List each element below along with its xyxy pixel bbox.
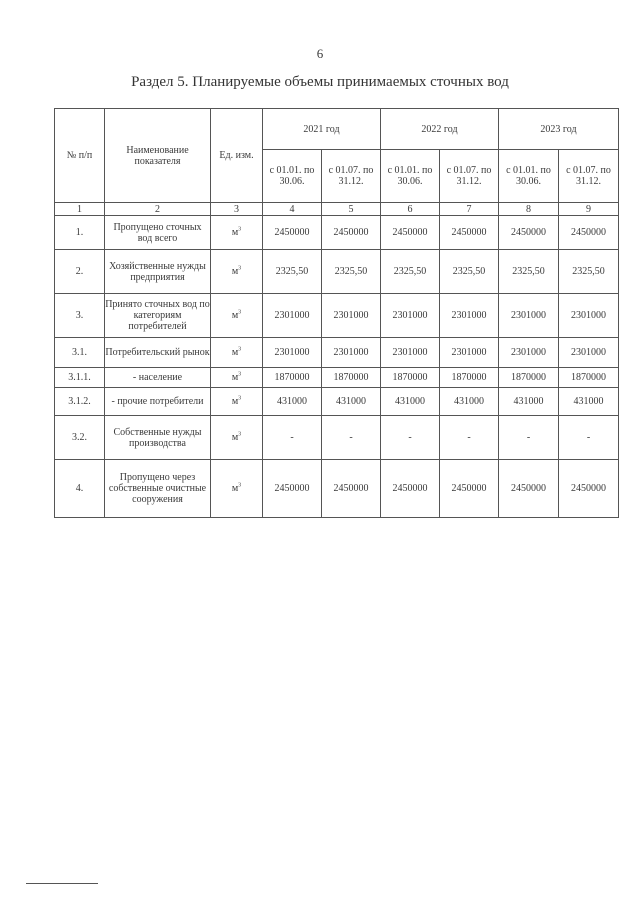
indicator-name: Принято сточных вод по категориям потребителей <box>105 294 211 338</box>
value-cell: 2450000 <box>559 216 619 250</box>
header-period-second-half: с 01.07. по 31.12. <box>559 150 619 203</box>
value-cell: 2301000 <box>499 294 559 338</box>
value-cell: 2301000 <box>263 294 322 338</box>
table-row <box>55 388 619 416</box>
row-number: 3.1. <box>55 338 105 368</box>
table-row <box>55 294 619 338</box>
value-cell: 1870000 <box>263 368 322 388</box>
value-cell: 2450000 <box>263 460 322 518</box>
indicator-name: - прочие потребители <box>105 388 211 416</box>
header-year-2022: 2022 год <box>381 109 499 150</box>
unit-label: м <box>231 227 239 238</box>
value-cell: - <box>263 416 322 460</box>
value-cell: - <box>559 416 619 460</box>
value-cell: 2301000 <box>559 338 619 368</box>
value-cell: 2325,50 <box>263 250 322 294</box>
value-cell: 2301000 <box>381 338 440 368</box>
header-number: № п/п <box>55 109 105 203</box>
value-cell: 1870000 <box>440 368 499 388</box>
header-period-first-half: с 01.01. по 30.06. <box>499 150 559 203</box>
value-cell: 2301000 <box>559 294 619 338</box>
header-period-first-half: с 01.01. по 30.06. <box>263 150 322 203</box>
indicator-name: Потребительский рынок <box>105 338 211 368</box>
page-number: 6 <box>316 46 324 61</box>
header-period-second-half: с 01.07. по 31.12. <box>440 150 499 203</box>
value-cell: 1870000 <box>559 368 619 388</box>
value-cell: 2301000 <box>499 338 559 368</box>
value-cell: 2325,50 <box>499 250 559 294</box>
value-cell: 2450000 <box>381 460 440 518</box>
column-number: 4 <box>263 203 322 216</box>
row-number: 2. <box>55 250 105 294</box>
header-year-2023: 2023 год <box>499 109 619 150</box>
table-row <box>55 338 619 368</box>
column-number: 8 <box>499 203 559 216</box>
unit-cell <box>211 460 263 518</box>
table-row <box>55 216 619 250</box>
value-cell: 2450000 <box>559 460 619 518</box>
column-number: 7 <box>440 203 499 216</box>
header-year-2021: 2021 год <box>263 109 381 150</box>
value-cell: 1870000 <box>499 368 559 388</box>
unit-exponent: 3 <box>238 265 242 272</box>
row-number: 1. <box>55 216 105 250</box>
value-cell: 2301000 <box>381 294 440 338</box>
value-cell: 2450000 <box>440 216 499 250</box>
value-cell: 2450000 <box>263 216 322 250</box>
column-number: 5 <box>322 203 381 216</box>
unit-label: м <box>231 347 239 358</box>
column-number: 2 <box>105 203 211 216</box>
footnote-separator <box>26 883 98 884</box>
table-row <box>55 368 619 388</box>
value-cell: 1870000 <box>322 368 381 388</box>
value-cell: 2325,50 <box>381 250 440 294</box>
unit-exponent: 3 <box>238 309 242 316</box>
indicator-name: Хозяйственные нужды предприятия <box>105 250 211 294</box>
unit-exponent: 3 <box>238 431 242 438</box>
unit-cell <box>211 250 263 294</box>
row-number: 3.2. <box>55 416 105 460</box>
value-cell: - <box>381 416 440 460</box>
value-cell: 2301000 <box>440 294 499 338</box>
value-cell: 2301000 <box>322 294 381 338</box>
unit-cell <box>211 368 263 388</box>
value-cell: 2325,50 <box>440 250 499 294</box>
table-row <box>55 460 619 518</box>
value-cell: - <box>440 416 499 460</box>
indicator-name: Пропущено сточных вод всего <box>105 216 211 250</box>
value-cell: 2301000 <box>263 338 322 368</box>
unit-label: м <box>231 432 239 443</box>
indicator-name: Пропущено через собственные очистные сооружения <box>105 460 211 518</box>
unit-cell <box>211 388 263 416</box>
unit-exponent: 3 <box>238 346 242 353</box>
unit-cell <box>211 216 263 250</box>
header-unit: Ед. изм. <box>211 109 263 203</box>
indicator-name: Собственные нужды производства <box>105 416 211 460</box>
section-title: Раздел 5. Планируемые объемы принимаемых сточных вод <box>131 74 509 90</box>
value-cell: - <box>322 416 381 460</box>
column-number-row <box>55 203 619 216</box>
value-cell: 431000 <box>440 388 499 416</box>
wastewater-volume-table <box>54 108 619 518</box>
value-cell: 2301000 <box>322 338 381 368</box>
row-number: 3.1.1. <box>55 368 105 388</box>
value-cell: 2450000 <box>440 460 499 518</box>
header-period-second-half: с 01.07. по 31.12. <box>322 150 381 203</box>
value-cell: 2450000 <box>322 216 381 250</box>
value-cell: 431000 <box>263 388 322 416</box>
value-cell: 2325,50 <box>559 250 619 294</box>
table-row <box>55 250 619 294</box>
row-number: 4. <box>55 460 105 518</box>
unit-label: м <box>231 266 239 277</box>
value-cell: 2450000 <box>322 460 381 518</box>
value-cell: 431000 <box>381 388 440 416</box>
unit-cell <box>211 294 263 338</box>
value-cell: 2450000 <box>381 216 440 250</box>
unit-cell <box>211 338 263 368</box>
unit-label: м <box>231 310 239 321</box>
value-cell: 431000 <box>499 388 559 416</box>
row-number: 3. <box>55 294 105 338</box>
value-cell: 2450000 <box>499 460 559 518</box>
header-period-first-half: с 01.01. по 30.06. <box>381 150 440 203</box>
header-indicator-name: Наименование показателя <box>105 109 211 203</box>
unit-label: м <box>231 483 239 494</box>
table-row <box>55 416 619 460</box>
indicator-name: - население <box>105 368 211 388</box>
unit-exponent: 3 <box>238 226 242 233</box>
row-number: 3.1.2. <box>55 388 105 416</box>
column-number: 1 <box>55 203 105 216</box>
value-cell: 2450000 <box>499 216 559 250</box>
value-cell: 431000 <box>559 388 619 416</box>
column-number: 6 <box>381 203 440 216</box>
unit-exponent: 3 <box>238 482 242 489</box>
value-cell: 2301000 <box>440 338 499 368</box>
unit-exponent: 3 <box>238 395 242 402</box>
value-cell: 2325,50 <box>322 250 381 294</box>
value-cell: 431000 <box>322 388 381 416</box>
unit-label: м <box>231 396 239 407</box>
unit-label: м <box>231 372 239 383</box>
value-cell: 1870000 <box>381 368 440 388</box>
unit-cell <box>211 416 263 460</box>
value-cell: - <box>499 416 559 460</box>
column-number: 3 <box>211 203 263 216</box>
column-number: 9 <box>559 203 619 216</box>
unit-exponent: 3 <box>238 371 242 378</box>
